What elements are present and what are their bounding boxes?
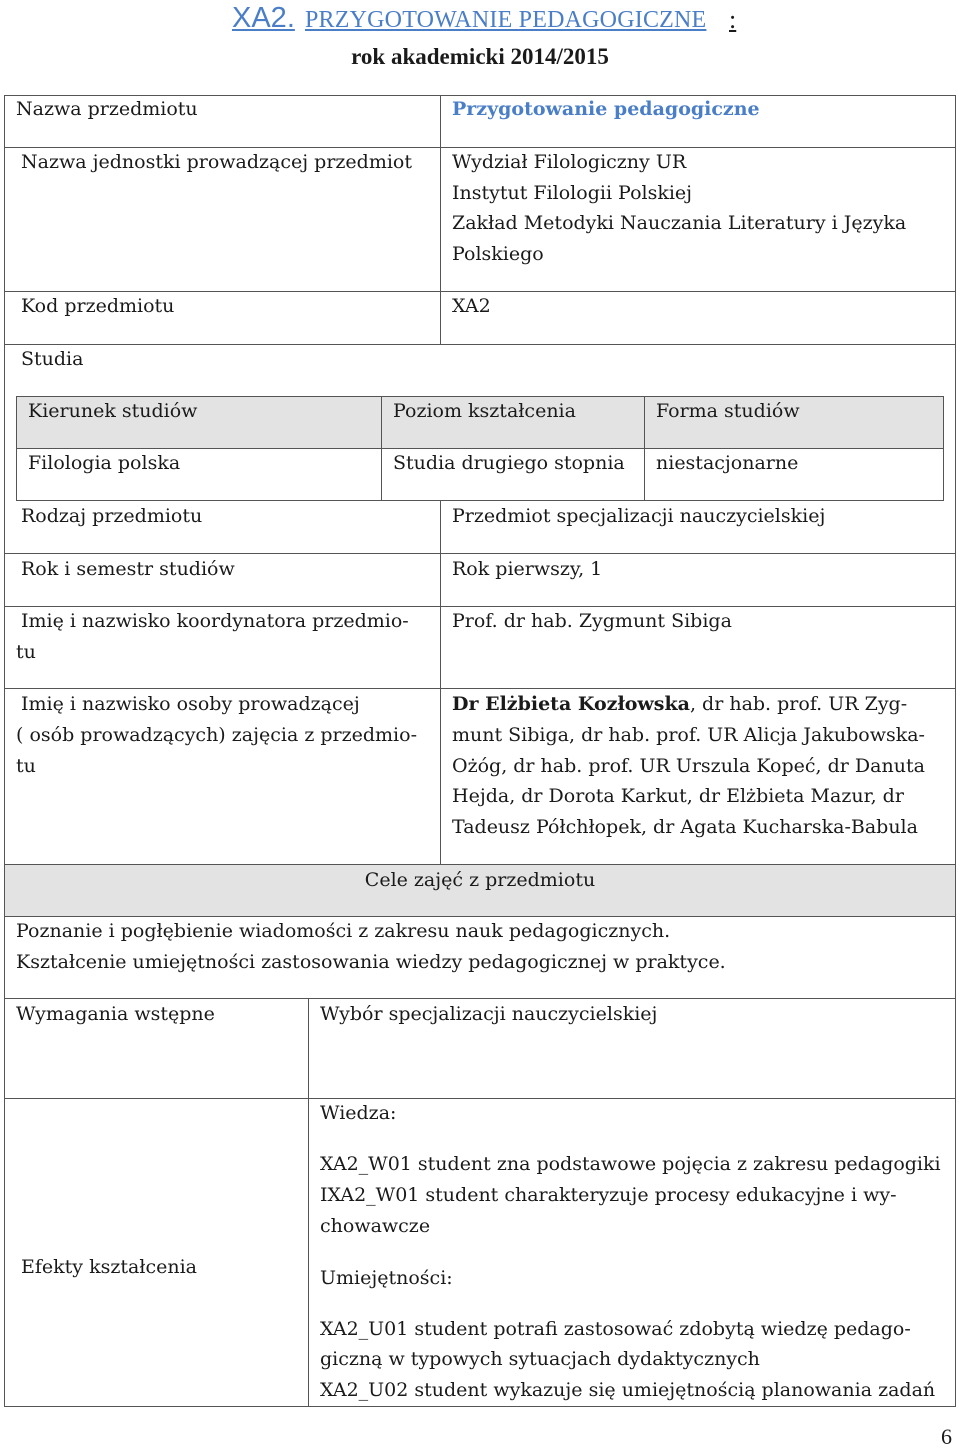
course-type-value: Przedmiot specjalizacji nauczycielskiej	[452, 505, 826, 527]
instructors-label-line-1: Imię i nazwisko osoby prowadzącej	[21, 693, 360, 715]
instructors-line-3: Ożóg, dr hab. prof. UR Urszula Kopeć, dr Danuta	[452, 755, 925, 777]
year-semester-value: Rok pierwszy, 1	[452, 558, 603, 580]
skills-line-2: giczną w typowych sytuacjach dydaktycznych	[320, 1348, 760, 1370]
instructors-line-1-rest: , dr hab. prof. UR Zyg-	[689, 693, 908, 715]
course-type-label: Rodzaj przedmiotu	[21, 505, 203, 527]
prerequisites-label: Wymagania wstępne	[16, 1003, 215, 1025]
knowledge-label: Wiedza:	[320, 1102, 397, 1124]
knowledge-line-3: chowawcze	[320, 1215, 431, 1237]
skills-line-1: XA2_U01 student potrafi zastosować zdobytą wiedzę pedago-	[320, 1318, 911, 1340]
coordinator-value: Prof. dr hab. Zygmunt Sibiga	[452, 610, 732, 632]
studies-label: Studia	[21, 348, 84, 370]
academic-year: rok akademicki 2014/2015	[351, 44, 609, 69]
level-value: Studia drugiego stopnia	[393, 452, 625, 474]
instructors-line-5: Tadeusz Półchłopek, dr Agata Kucharska-Babula	[452, 816, 918, 838]
coordinator-label-line-1: Imię i nazwisko koordynatora przedmio-	[21, 610, 409, 632]
unit-label: Nazwa jednostki prowadzącej przedmiot	[21, 151, 413, 173]
course-code-value: XA2	[452, 295, 491, 317]
skills-line-3: XA2_U02 student wykazuje się umiejętnością planowania zadań	[320, 1379, 936, 1401]
instructors-label-line-3: tu	[16, 755, 36, 777]
coordinator-label-line-2: tu	[16, 641, 36, 663]
page-number: 6	[941, 1424, 952, 1449]
unit-line-3: Zakład Metodyki Nauczania Literatury i Języka	[452, 212, 907, 234]
objectives-line-2: Kształcenie umiejętności zastosowania wiedzy pedagogicznej w praktyce.	[16, 951, 726, 973]
instructors-line-1	[452, 689, 907, 720]
unit-line-2: Instytut Filologii Polskiej	[452, 182, 693, 204]
form-header: Forma studiów	[656, 400, 800, 422]
course-name-label: Nazwa przedmiotu	[16, 98, 198, 120]
form-value: niestacjonarne	[656, 452, 799, 474]
learning-outcomes-label: Efekty kształcenia	[21, 1256, 197, 1278]
objectives-header: Cele zajęć z przedmiotu	[364, 869, 596, 891]
knowledge-line-2: IXA2_W01 student charakteryzuje procesy edukacyjne i wy-	[320, 1184, 897, 1206]
knowledge-line-1: XA2_W01 student zna podstawowe pojęcia z zakresu pedagogiki	[320, 1153, 941, 1175]
prerequisites-value: Wybór specjalizacji nauczycielskiej	[320, 1003, 658, 1025]
objectives-line-1: Poznanie i pogłębienie wiadomości z zakresu nauk pedagogicznych.	[16, 920, 671, 942]
skills-label: Umiejętności:	[320, 1267, 453, 1289]
course-name-value: Przygotowanie pedagogiczne	[452, 98, 760, 120]
level-header: Poziom kształcenia	[393, 400, 576, 422]
field-of-study-header: Kierunek studiów	[28, 400, 198, 422]
instructors-line-2: munt Sibiga, dr hab. prof. UR Alicja Jakubowska-	[452, 724, 925, 746]
course-code-label: Kod przedmiotu	[21, 295, 175, 317]
document-title	[0, 0, 960, 40]
lead-instructor-name: Dr Elżbieta Kozłowska	[452, 693, 690, 715]
instructors-line-4: Hejda, dr Dorota Karkut, dr Elżbieta Mazur, dr	[452, 785, 904, 807]
course-code-heading: XA2.	[232, 2, 295, 34]
year-semester-label: Rok i semestr studiów	[21, 558, 235, 580]
instructors-label-line-2: ( osób prowadzących) zajęcia z przedmio-	[16, 724, 417, 746]
unit-line-4: Polskiego	[452, 243, 544, 265]
course-title-heading: PRZYGOTOWANIE PEDAGOGICZNE	[305, 7, 707, 33]
title-colon: :	[729, 5, 737, 34]
unit-line-1: Wydział Filologiczny UR	[452, 151, 687, 173]
field-of-study-value: Filologia polska	[28, 452, 181, 474]
